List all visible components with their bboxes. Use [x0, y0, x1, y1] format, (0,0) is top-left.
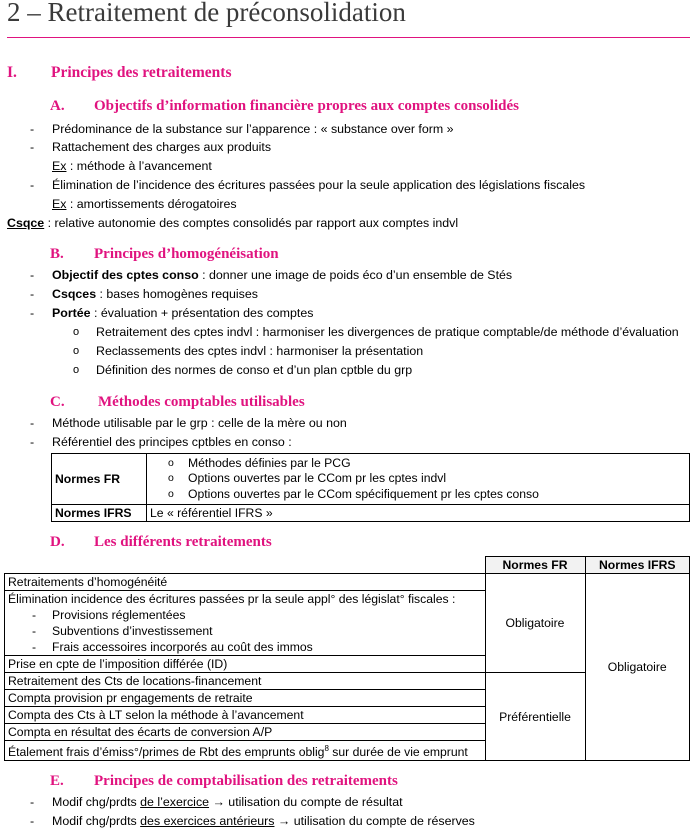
cell-referentiel-ifrs: Le « référentiel IFRS »	[147, 505, 690, 522]
cell-obligatoire-fr: Obligatoire	[485, 574, 585, 673]
subbullet-definition: o Définition des normes de conso et d’un plan cptble du grp	[73, 363, 413, 377]
bullet-elimination: - Élimination de l’incidence des écritures passées pour la seule application des législations fiscales	[30, 178, 586, 192]
subheading-label: Objectifs d’information financière propres aux comptes consolidés	[94, 98, 519, 114]
title-divider	[7, 37, 690, 38]
referentiel-table	[51, 453, 690, 522]
subheading-retraitements: D. Les différents retraitements	[50, 534, 272, 550]
header-normes-ifrs: Normes IFRS	[585, 557, 690, 574]
subheading-comptabilisation: E. Principes de comptabilisation des retraitements	[50, 773, 398, 789]
row-provision-retraite: Compta provision pr engagements de retraite	[5, 690, 486, 707]
header-normes-fr: Normes FR	[485, 557, 585, 574]
subbullet-reclassements: o Reclassements des cptes indvl : harmoniser la présentation	[73, 344, 424, 358]
bullet-objectif: - Objectif des cptes conso : donner une image de poids éco d’un ensemble de Stés	[30, 268, 513, 282]
subheading-number: A.	[50, 98, 65, 114]
subheading-methodes: C. Méthodes comptables utilisables	[50, 394, 305, 410]
cell-normes-fr: Normes FR	[52, 454, 147, 505]
example-amortissements: Ex : amortissements dérogatoires	[52, 197, 237, 211]
row-ecarts-conversion: Compta en résultat des écarts de conversion A/P	[5, 724, 486, 741]
cell-preferentielle: Préférentielle	[485, 673, 585, 761]
row-elimination: Élimination incidence des écritures passées pr la seule appl° des législat° fiscales : - Provisions réglementées - Subventions d’investissement - Frais accessoires incorporés au coût des immos	[5, 591, 486, 656]
bullet-csqces: - Csqces : bases homogènes requises	[30, 287, 258, 301]
subheading-homogeneisation: B. Principes d’homogénéisation	[50, 246, 279, 262]
section-label: Principes des retraitements	[51, 64, 232, 81]
row-locations-financement: Retraitement des Cts de locations-financement	[5, 673, 486, 690]
cell-obligatoire-ifrs: Obligatoire	[585, 574, 690, 761]
row-etalement-frais: Étalement frais d’émiss°/primes de Rbt des emprunts oblig$^8$ sur durée de vie emprunt	[5, 741, 486, 761]
bullet-methode: - Méthode utilisable par le grp : celle de la mère ou non	[30, 416, 347, 430]
row-contrats-lt: Compta des Cts à LT selon la méthode à l’avancement	[5, 707, 486, 724]
bullet-exercices-anterieurs: - Modif chg/prdts des exercices antérieurs → utilisation du compte de réserves	[30, 814, 475, 828]
bullet-portee: - Portée : évaluation + présentation des comptes	[30, 306, 314, 320]
cell-normes-ifrs: Normes IFRS	[52, 505, 147, 522]
section-heading-principes	[7, 64, 232, 82]
page-title: 2 – Retraitement de préconsolidation	[7, 0, 406, 27]
example-avancement: Ex : méthode à l’avancement	[52, 159, 212, 173]
section-number: I.	[7, 64, 17, 81]
cell-options-fr: o Méthodes définies par le PCG o Options ouvertes par le CCom pr les cptes indvl o Options ouvertes par le CCom spécifiquement pr les cptes conso	[147, 454, 690, 505]
subheading-objectifs	[50, 98, 519, 115]
subbullet-retraitement: o Retraitement des cptes indvl : harmoniser les divergences de pratique comptable/de méthode d’évaluation	[73, 325, 679, 339]
row-homogeneite: Retraitements d’homogénéité	[5, 574, 486, 591]
bullet-rattachement: - Rattachement des charges aux produits	[30, 140, 272, 154]
consequence-line: Csqce : relative autonomie des comptes consolidés par rapport aux comptes indvl	[7, 216, 459, 230]
row-imposition-differee: Prise en cpte de l’imposition différée (ID)	[5, 656, 486, 673]
bullet-predominance: - Prédominance de la substance sur l’apparence : « substance over form »	[30, 122, 454, 136]
bullet-referentiel: - Référentiel des principes cptbles en conso :	[30, 435, 292, 449]
retraitements-table	[4, 556, 690, 761]
bullet-exercice: - Modif chg/prdts de l’exercice → utilisation du compte de résultat	[30, 795, 403, 809]
